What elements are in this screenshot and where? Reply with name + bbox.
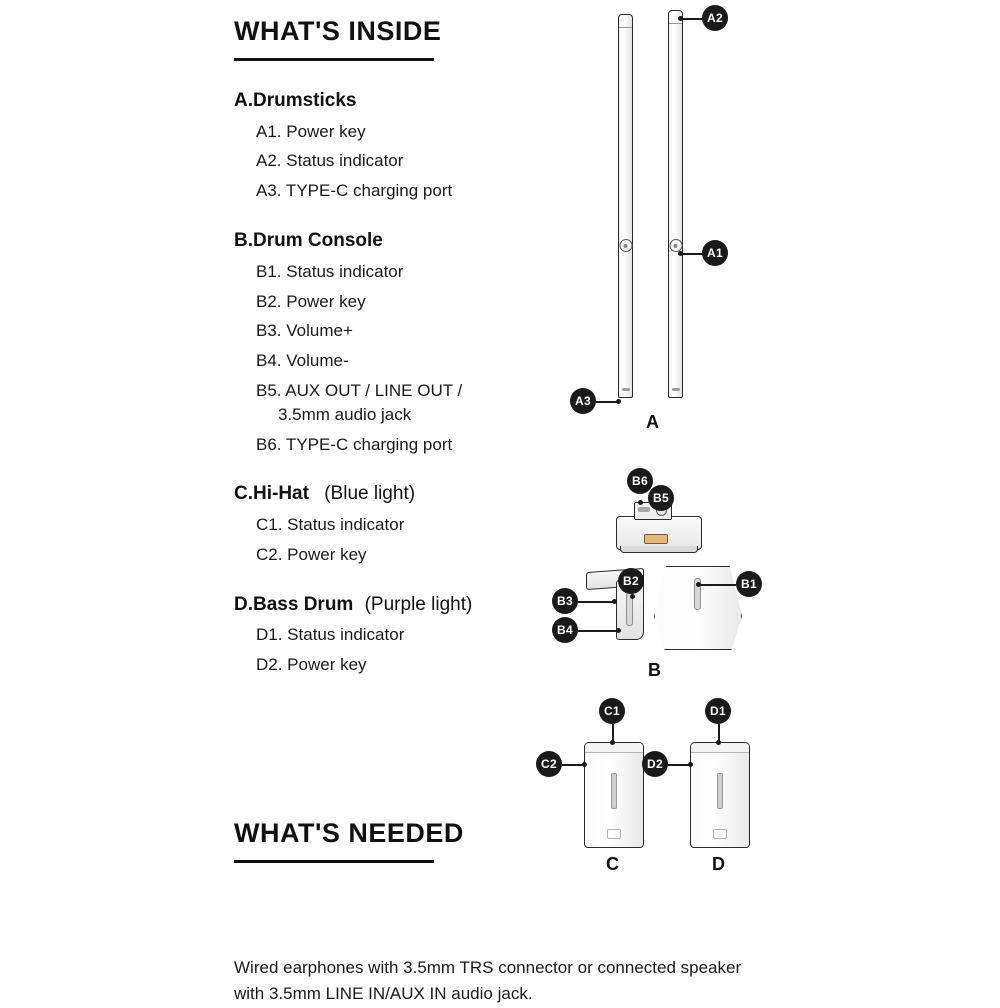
list-item-d1: D1. Status indicator xyxy=(256,625,405,645)
dot-d2 xyxy=(688,762,693,767)
leader-a2 xyxy=(681,18,703,20)
list-item-b1: B1. Status indicator xyxy=(256,261,404,281)
list-item-c2: C2. Power key xyxy=(256,544,367,564)
dot-d1 xyxy=(716,740,721,745)
dot-c1 xyxy=(610,740,615,745)
figure-label-d: D xyxy=(712,854,725,874)
leader-b1 xyxy=(700,584,736,586)
console-front-connector xyxy=(644,534,668,544)
dot-b1 xyxy=(696,582,701,587)
group-drum-console xyxy=(234,229,472,456)
console-unit-shadow xyxy=(620,546,698,553)
group-hi-hat xyxy=(234,482,472,566)
dot-b6 xyxy=(638,500,643,505)
drumstick-left-charging-port xyxy=(622,388,630,391)
drumstick-right-charging-port xyxy=(672,388,680,391)
list-item-b5 xyxy=(256,379,472,427)
leader-b3 xyxy=(578,601,614,603)
figure-label-c: C xyxy=(606,854,619,874)
list-item-b2: B2. Power key xyxy=(256,291,366,311)
group-heading-d-text: D.Bass Drum xyxy=(234,593,354,615)
list-item-b4: B4. Volume- xyxy=(256,351,349,371)
callout-d2: D2 xyxy=(642,751,668,777)
leader-d2 xyxy=(668,764,690,766)
figure-label-a: A xyxy=(646,412,659,432)
group-heading-c xyxy=(234,482,472,507)
callout-a3: A3 xyxy=(570,388,596,414)
group-drumsticks xyxy=(234,89,472,203)
whats-needed-body: Wired earphones with 3.5mm TRS connector or connected speaker with 3.5mm LINE IN/AUX IN audio jack. xyxy=(234,958,742,1004)
list-item-a2: A2. Status indicator xyxy=(256,151,404,171)
group-heading-d-suffix: (Purple light) xyxy=(364,593,473,615)
title-underline xyxy=(234,58,434,61)
group-heading-c-text: C.Hi-Hat xyxy=(234,483,309,505)
console-main-unit xyxy=(616,516,702,550)
list-item-b5-line1: B5. AUX OUT / LINE OUT / xyxy=(256,380,463,400)
hi-hat-status-indicator xyxy=(611,773,617,809)
group-heading-b-text: B.Drum Console xyxy=(234,230,383,252)
hi-hat-pad xyxy=(584,742,644,848)
dot-a3 xyxy=(616,399,621,404)
whats-needed-block xyxy=(234,818,464,863)
callout-b5: B5 xyxy=(648,485,674,511)
callout-a1: A1 xyxy=(702,240,728,266)
whats-inside-block xyxy=(234,16,472,683)
group-heading-c-suffix: (Blue light) xyxy=(324,483,416,505)
dot-b4 xyxy=(616,628,621,633)
list-item-a1: A1. Power key xyxy=(256,121,366,141)
list-item-a3: A3. TYPE-C charging port xyxy=(256,181,453,201)
list-item-d2: D2. Power key xyxy=(256,655,367,675)
bass-drum-status-indicator xyxy=(717,773,723,809)
group-heading-a xyxy=(234,89,472,114)
callout-b1: B1 xyxy=(736,571,762,597)
text-column xyxy=(234,0,554,1000)
callout-b4: B4 xyxy=(552,617,578,643)
leader-b4 xyxy=(578,630,618,632)
hi-hat-logo xyxy=(607,829,621,839)
callout-d1: D1 xyxy=(705,698,731,724)
group-heading-b xyxy=(234,229,472,254)
list-item-b6: B6. TYPE-C charging port xyxy=(256,434,453,454)
drumstick-left-power-key xyxy=(619,239,632,252)
product-diagram xyxy=(520,0,1000,1000)
group-bass-drum xyxy=(234,593,472,677)
list-item-b5-line2: 3.5mm audio jack xyxy=(278,404,412,424)
leader-a3 xyxy=(596,401,618,403)
leader-c2 xyxy=(562,764,584,766)
group-heading-a-text: A.Drumsticks xyxy=(234,90,357,111)
dot-a1 xyxy=(678,251,683,256)
callout-b3: B3 xyxy=(552,588,578,614)
dot-c2 xyxy=(582,762,587,767)
figure-label-b: B xyxy=(648,660,661,680)
dot-b2 xyxy=(630,594,635,599)
list-item-b3: B3. Volume+ xyxy=(256,321,353,341)
list-item-c1: C1. Status indicator xyxy=(256,515,405,535)
drumstick-right xyxy=(668,10,683,398)
title-underline-2 xyxy=(234,860,434,863)
page-title-whats-needed: WHAT'S NEEDED xyxy=(234,818,464,848)
dot-a2 xyxy=(678,16,683,21)
group-heading-d xyxy=(234,593,472,618)
callout-c1: C1 xyxy=(599,698,625,724)
bass-drum-logo xyxy=(713,829,727,839)
callout-b2: B2 xyxy=(618,568,644,594)
callout-c2: C2 xyxy=(536,751,562,777)
console-typec-port xyxy=(638,507,650,512)
drumstick-left xyxy=(618,14,633,398)
page-title-whats-inside: WHAT'S INSIDE xyxy=(234,16,442,46)
dot-b3 xyxy=(612,599,617,604)
drumstick-left-tip xyxy=(619,15,632,28)
bass-drum-pad xyxy=(690,742,750,848)
callout-b6: B6 xyxy=(627,468,653,494)
callout-a2: A2 xyxy=(702,5,728,31)
leader-a1 xyxy=(681,253,703,255)
